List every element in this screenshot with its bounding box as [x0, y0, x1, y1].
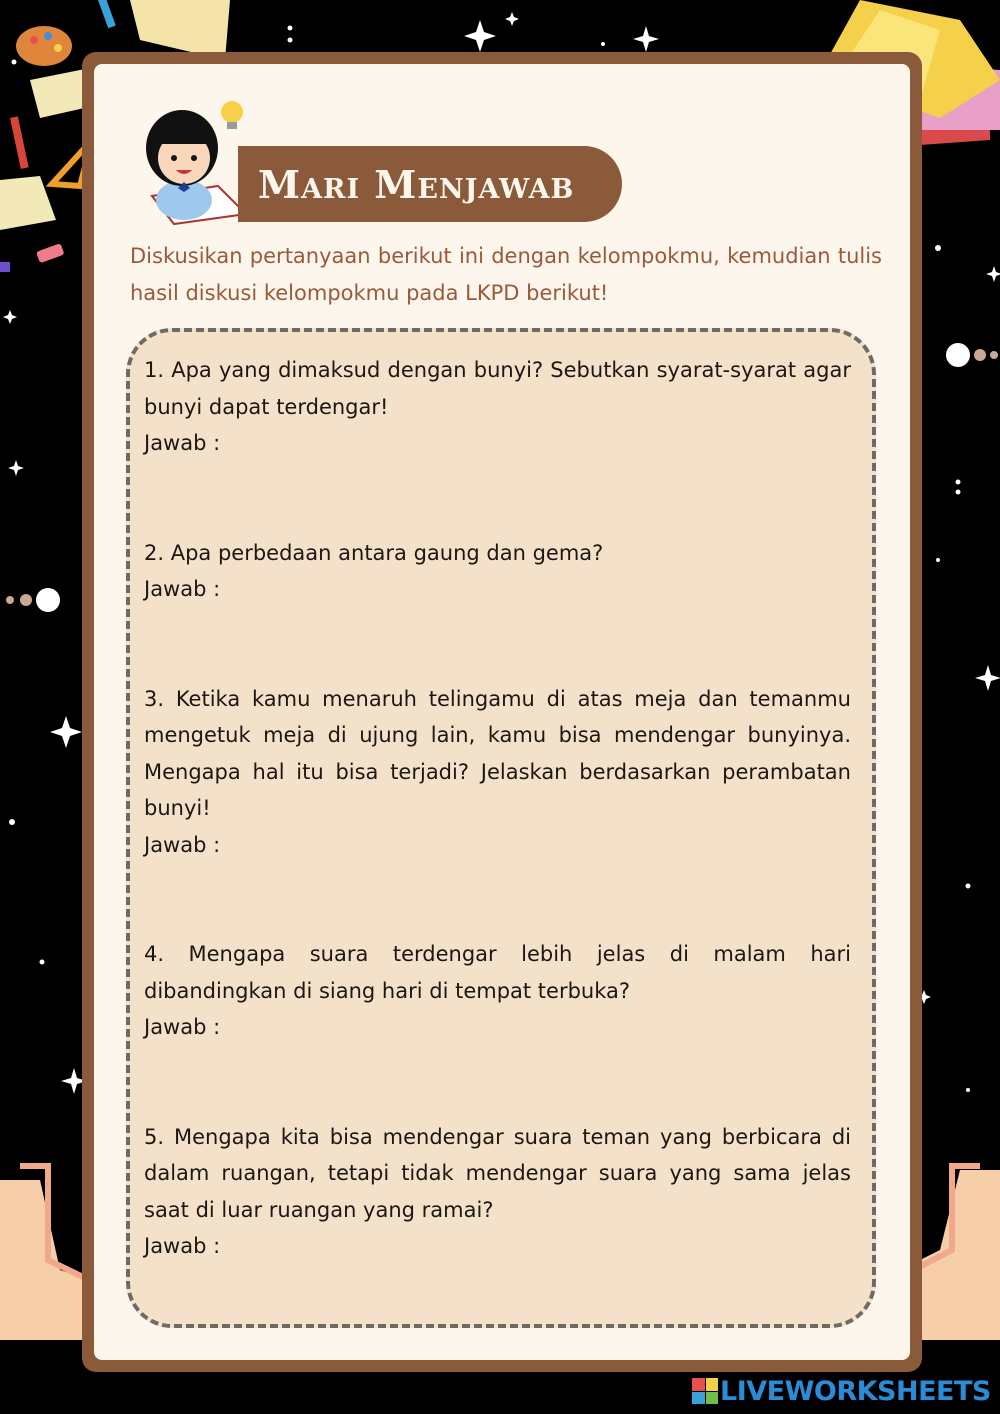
- lightbulb-icon: [221, 101, 243, 129]
- title-banner: [238, 146, 622, 222]
- question-item: [144, 352, 851, 462]
- page-title: Mari Menjawab: [258, 161, 575, 207]
- answer-space[interactable]: [144, 863, 851, 936]
- question-list: [144, 352, 851, 1265]
- answer-space[interactable]: [144, 608, 851, 681]
- answer-space[interactable]: [144, 462, 851, 535]
- question-item: [144, 681, 851, 864]
- answer-label: Jawab :: [144, 577, 221, 601]
- question-item: [144, 936, 851, 1046]
- instructions-text: Diskusikan pertanyaan berikut ini dengan kelompokmu, kemudian tulis hasil diskusi kelompokmu pada LKPD berikut!: [130, 244, 882, 305]
- answer-label: Jawab :: [144, 832, 221, 857]
- palette-icon: [16, 26, 72, 66]
- answer-space[interactable]: [144, 1046, 851, 1119]
- question-text: 3. Ketika kamu menaruh telingamu di atas meja dan temanmu mengetuk meja di ujung lain, kamu bisa mendengar bunyinya. Mengapa hal itu bisa terjadi? Jelaskan berdasarkan perambatan bunyi!: [144, 686, 851, 820]
- question-text: 2. Apa perbedaan antara gaung dan gema?: [144, 540, 604, 565]
- liveworksheets-logo-text: LIVEWORKSHEETS: [720, 1375, 991, 1407]
- question-item: [144, 535, 851, 608]
- answer-label: Jawab :: [144, 431, 221, 455]
- answer-label: Jawab :: [144, 1234, 221, 1258]
- liveworksheets-logo[interactable]: [692, 1375, 992, 1407]
- question-text: 5. Mengapa kita bisa mendengar suara teman yang berbicara di dalam ruangan, tetapi tidak mendengar suara yang sama jelas saat di luar ruangan yang ramai?: [144, 1124, 851, 1222]
- liveworksheets-logo-icon: [692, 1378, 718, 1404]
- question-text: 4. Mengapa suara terdengar lebih jelas di malam hari dibandingkan di siang hari di tempat terbuka?: [144, 942, 851, 1003]
- question-text: 1. Apa yang dimaksud dengan bunyi? Sebutkan syarat-syarat agar bunyi dapat terdengar!: [144, 358, 851, 419]
- student-girl-illustration: [138, 96, 248, 228]
- eraser-icon: [0, 243, 65, 272]
- question-item: [144, 1119, 851, 1265]
- answer-label: Jawab :: [144, 1015, 221, 1039]
